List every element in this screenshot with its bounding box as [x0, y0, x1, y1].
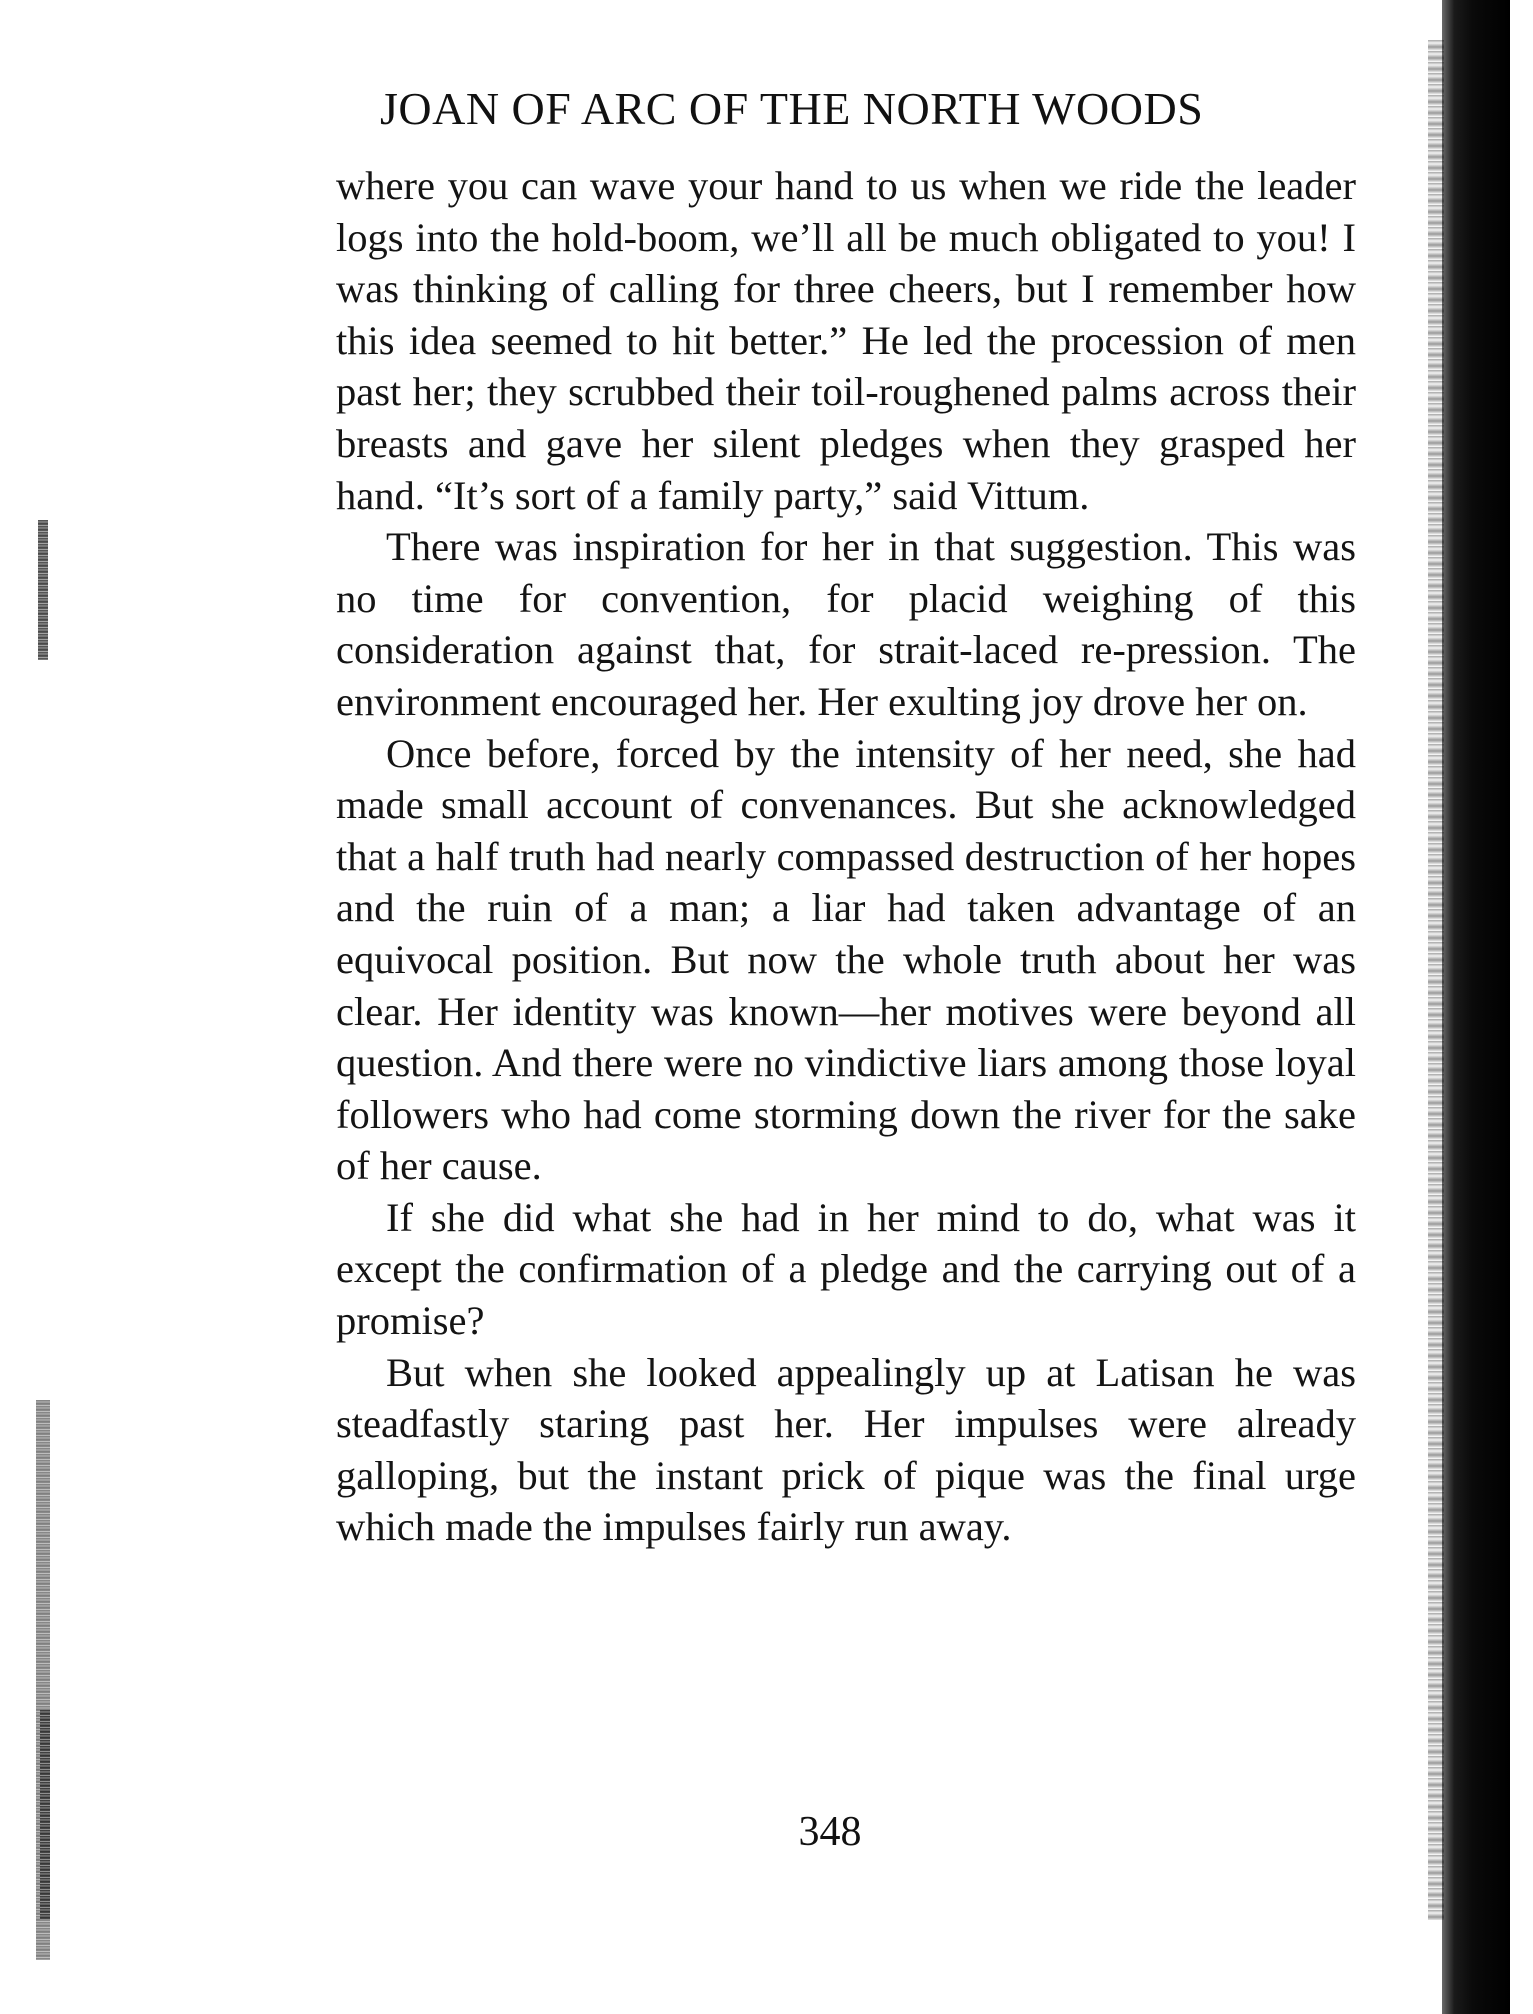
paragraph: But when she looked appealingly up at Latisan he was steadfastly staring past her. Her impulses were already galloping, but the instant prick of pique was the final urge which made the impulses fairly run away.	[336, 1349, 1356, 1550]
paragraph: If she did what she had in her mind to do, what was it except the confirmation of a pledge and the carrying out of a promise?	[336, 1194, 1356, 1344]
page-number: 348	[798, 1809, 862, 1855]
paragraph: There was inspiration for her in that suggestion. This was no time for convention, for placid weighing of this consideration against that, for strait-laced re-pression. The environment encouraged her. Her exulting joy drove her on.	[336, 524, 1356, 724]
running-head: JOAN OF ARC OF THE NORTH WOODS	[380, 83, 1204, 134]
paragraph: where you can wave your hand to us when we ride the leader logs into the hold-boom, we’ll all be much obligated to you! I was thinking of calling for three cheers, but I remember how this idea seemed to hit better.” He led the procession of men past her; they scrubbed their toil-roughened palms across their breasts and gave her silent pledges when they grasped her hand. “It’s sort of a family party,” said Vittum.	[336, 163, 1356, 518]
body-text	[336, 160, 1356, 1553]
scan-artifact	[38, 520, 48, 660]
scan-artifact	[40, 1710, 50, 1920]
binding-edge	[1442, 0, 1510, 2014]
paragraph: Once before, forced by the intensity of her need, she had made small account of convenances. But she acknowledged that a half truth had nearly compassed destruction of her hopes and the ruin of a man; a liar had taken advantage of an equivocal position. But now the whole truth about her was clear. Her identity was known—her motives were beyond all question. And there were no vindictive liars among those loyal followers who had come storming down the river for the sake of her cause.	[336, 730, 1356, 1189]
